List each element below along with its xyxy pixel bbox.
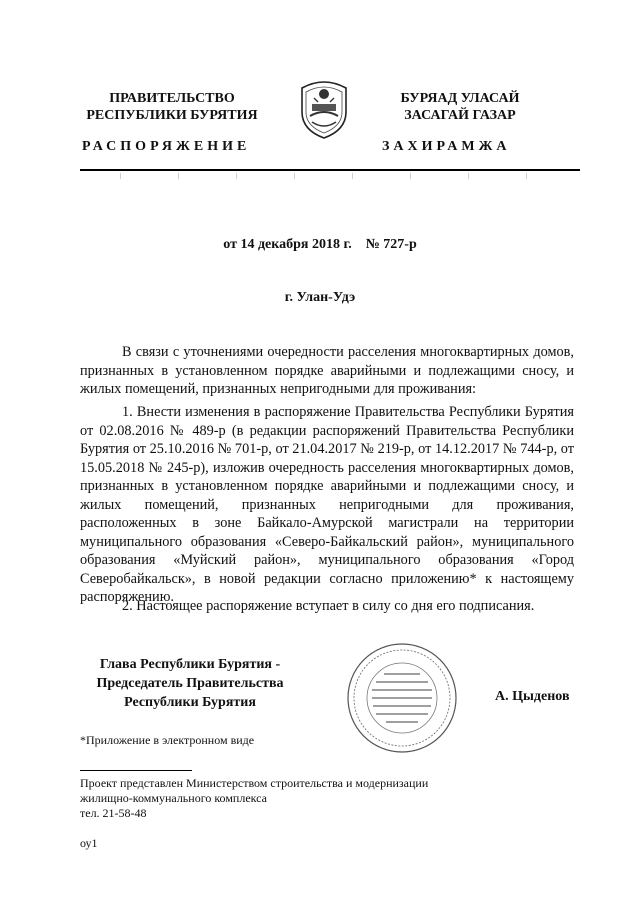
footnote xyxy=(80,776,500,821)
footnote-line1: Проект представлен Министерством строительства и модернизации xyxy=(80,776,429,790)
footnote-line3: тел. 21-58-48 xyxy=(80,806,147,820)
footnote-divider xyxy=(80,770,192,771)
header-right xyxy=(360,90,560,124)
header-right-line2: ЗАСАГАЙ ГАЗАР xyxy=(404,108,516,123)
body-paragraph-1: В связи с уточнениями очередности расселения многоквартирных домов, признанных в установленном порядке аварийными и подлежащими сносу, и жилых помещений, признанных непригодными для проживания: xyxy=(80,344,574,397)
header-left xyxy=(62,90,282,124)
doc-type-left: РАСПОРЯЖЕНИЕ xyxy=(82,139,251,154)
document-code: оу1 xyxy=(80,836,98,850)
official-stamp-icon xyxy=(346,642,458,754)
signatory-title xyxy=(80,655,300,712)
header-left-line1: ПРАВИТЕЛЬСТВО xyxy=(109,91,235,106)
coat-of-arms-icon xyxy=(296,78,352,140)
body-paragraph-3: 2. Настоящее распоряжение вступает в силу со дня его подписания. xyxy=(122,598,535,614)
signatory-title-line2: Председатель Правительства xyxy=(96,676,284,691)
document-date-number: от 14 декабря 2018 г. № 727-р xyxy=(223,237,417,252)
appendix-note: *Приложение в электронном виде xyxy=(80,733,255,747)
header-left-line2: РЕСПУБЛИКИ БУРЯТИЯ xyxy=(86,108,258,123)
signatory-title-line1: Глава Республики Бурятия - xyxy=(99,657,281,672)
header-divider xyxy=(80,169,580,171)
header-right-line1: БУРЯАД УЛАСАЙ xyxy=(400,91,520,106)
doc-type-right: ЗАХИРАМЖА xyxy=(382,139,511,154)
footnote-line2: жилищно-коммунального комплекса xyxy=(80,791,267,805)
body-paragraph-2: 1. Внести изменения в распоряжение Правительства Республики Бурятия от 02.08.2016 № 489-р (в редакции распоряжений Правительства Республики Бурятия от 25.10.2016 № 701-р, от 21.04.2017 № 219-р, от 14.12.2017 № 744-р, от 15.05.2018 № 245-р), изложив очередность расселения многоквартирных домов, признанных в установленном порядке аварийными и подлежащими сносу, и жилых помещений, признанных непригодными для проживания, расположенных в зоне Байкало-Амурской магистрали на территории муниципального образования «Северо-Байкальский район», муниципального образования «Муйский район», муниципального образования «Город Северобайкальск», в новой редакции согласно приложению* к настоящему распоряжению. xyxy=(80,404,574,605)
header-dotted-line xyxy=(120,173,560,179)
signatory-title-line3: Республики Бурятия xyxy=(124,695,256,710)
document-city: г. Улан-Удэ xyxy=(284,290,356,305)
signatory-name: А. Цыденов xyxy=(495,689,570,704)
